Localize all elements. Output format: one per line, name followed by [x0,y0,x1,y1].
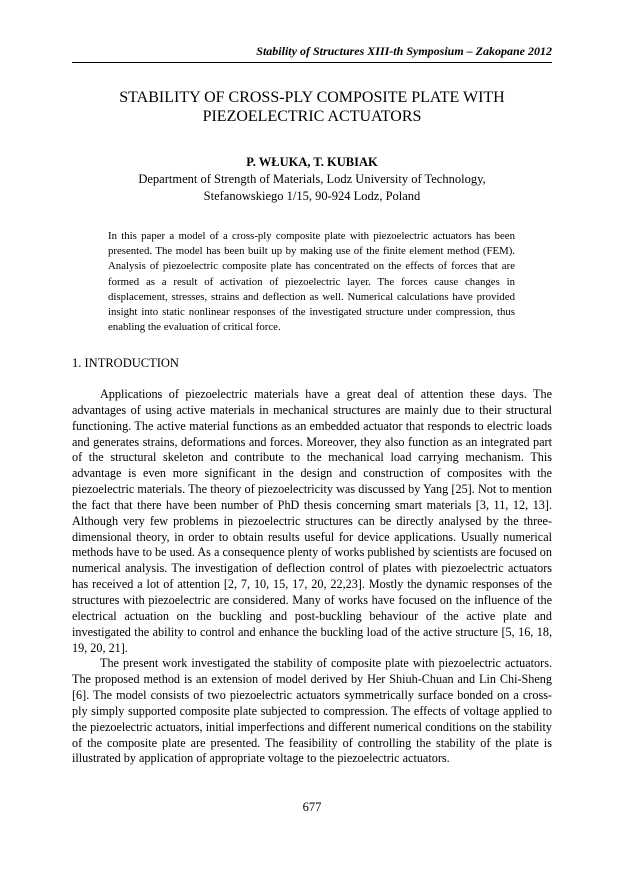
paper-title-line-2: PIEZOELECTRIC ACTUATORS [202,108,422,125]
affiliation-line-2: Stefanowskiego 1/15, 90-924 Lodz, Poland [203,188,421,203]
affiliation-line-1: Department of Strength of Materials, Lodz University of Technology, [138,172,486,186]
paper-authors: P. WŁUKA, T. KUBIAK [246,155,378,169]
introduction-paragraph-1: Applications of piezoelectric materials have a great deal of attention these days. The advantages of using active materials in mechanical structures are mainly due to their structural functioning. The active material functions as an embedded actuator that responds to electric loads and generates strains, deformations and forces. Moreover, they also function as an integrated part of the structural skeleton and contribute to the mechanical load carrying mechanism. This advantage is even more significant in the design and construction of composites with the piezoelectric materials. The theory of piezoelectricity was discussed by Yang [25]. Not to mention the fact that there have been number of PhD thesis concerning smart materials [3, 11, 12, 13]. Although very few problems in piezoelectric structures can be directly analysed by the three-dimensional theory, in order to obtain results useful for device applications. Usually numerical methods have to be used. As a consequence plenty of works published by scientists are focused on numerical analysis. The investigation of deflection control of plates with piezoelectric actuators has received a lot of attention [2, 7, 10, 15, 17, 20, 22,23]. Mostly the dynamic responses of the structures with piezoelectric are considered. Many of works have focused on the influence of the electrical actuation on the buckling and post-buckling behaviour of the active plate and investigated the ability to control and enhance the buckling load of the active structure [5, 16, 18, 19, 20, 21]. [72,387,552,655]
paper-title [72,88,552,126]
introduction-body [72,387,552,767]
paper-title-line-1: STABILITY OF CROSS-PLY COMPOSITE PLATE WITH [119,89,505,106]
header-rule [72,62,552,63]
page-number: 677 [302,800,322,814]
abstract: In this paper a model of a cross-ply composite plate with piezoelectric actuators has been presented. The model has been built up by making use of the finite element method (FEM). Analysis of piezoelectric composite plate has concentrated on the effects of forces that are formed as a result of activation of piezoelectric layer. The forces cause changes in displacement, stresses, strains and deflection as well. Numerical calculations have provided insight into static nonlinear responses of the investigated structure under compression, thus enabling the evaluation of critical force. [108,230,515,334]
running-header: Stability of Structures XIII-th Symposium – Zakopane 2012 [256,44,552,58]
author-affiliation [72,171,552,204]
section-heading-introduction: 1. INTRODUCTION [72,356,179,370]
introduction-paragraph-2: The present work investigated the stability of composite plate with piezoelectric actuators. The proposed method is an extension of model derived by Her Shiuh-Chuan and Lin Chi-Sheng [6]. The model consists of two piezoelectric actuators symmetrically surface bonded on a cross-ply simply supported composite plate subjected to compression. The effects of voltage applied to the piezoelectric actuators, initial imperfections and different numerical conditions on the stability of the composite plate are presented. The feasibility of controlling the stability of the plate is illustrated by application of appropriate voltage to the piezoelectric actuators. [72,656,552,766]
